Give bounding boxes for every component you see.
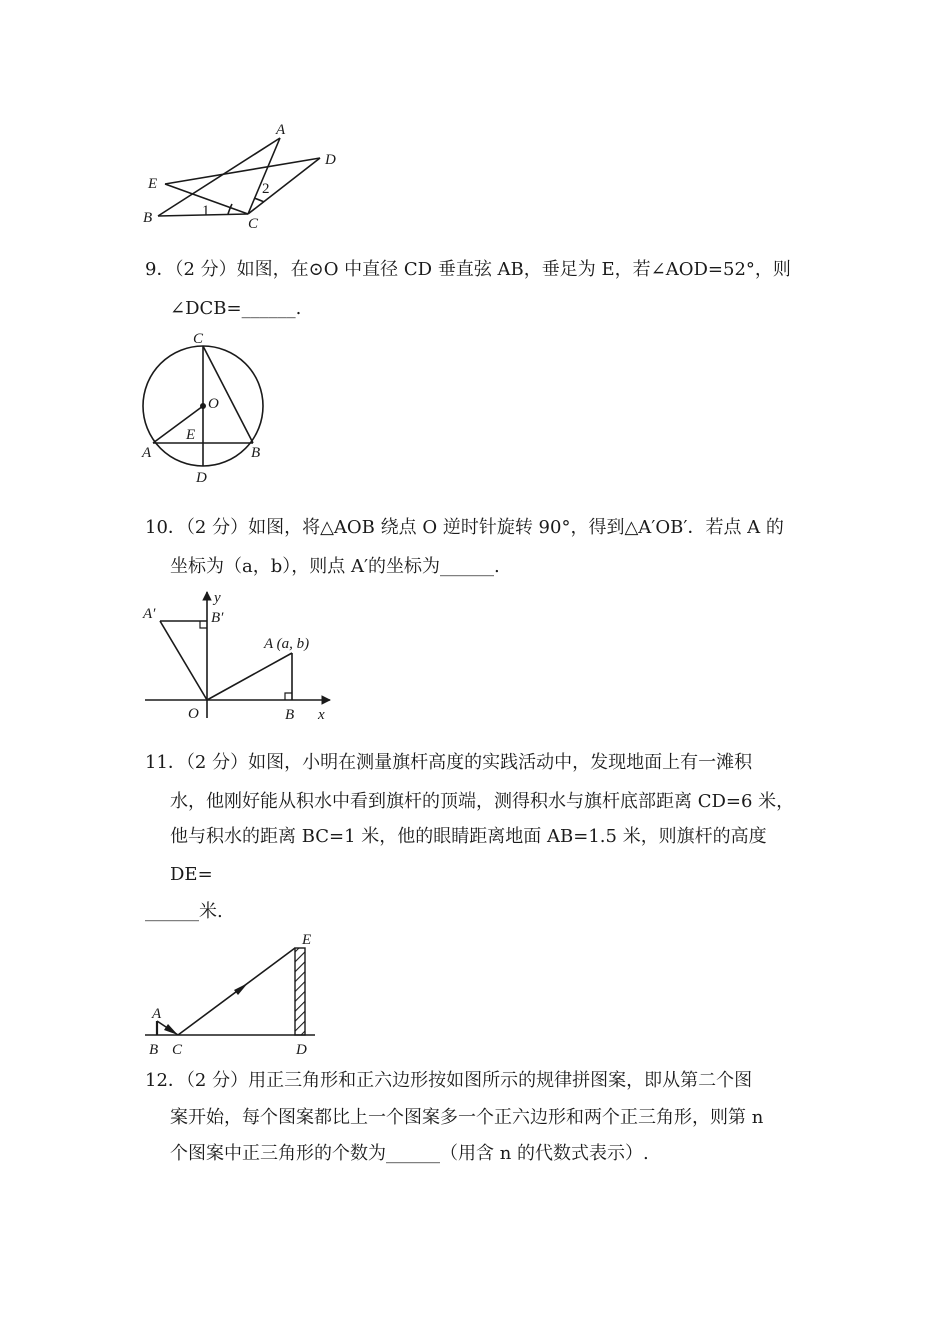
segment-oa1: [160, 621, 207, 700]
q12-line1: 12．（2 分）用正三角形和正六边形按如图所示的规律拼图案，即从第二个图: [145, 1070, 753, 1091]
label-e: E: [302, 932, 312, 948]
label-o: O: [188, 706, 199, 722]
label-x: x: [318, 707, 325, 723]
segment-cb: [203, 346, 253, 443]
label-b1: B′: [211, 610, 224, 626]
segment-oa: [207, 653, 292, 700]
q11-line5: ______米.: [145, 901, 223, 922]
arrowhead-ac: [164, 1024, 178, 1035]
label-b: B: [143, 210, 153, 226]
right-angle-b: [285, 693, 292, 700]
label-a: A: [152, 1006, 162, 1022]
label-e: E: [148, 176, 158, 192]
label-b: B: [285, 707, 295, 723]
q12-line3: 个图案中正三角形的个数为______（用含 n 的代数式表示）.: [170, 1143, 649, 1164]
label-c: C: [172, 1042, 183, 1058]
label-d: D: [325, 152, 336, 168]
label-b: B: [149, 1042, 159, 1058]
q9-line2: ∠DCB=______.: [170, 298, 302, 319]
label-angle-1: 1: [202, 203, 210, 219]
figure-q11-flagpole: [140, 928, 340, 1063]
segment-ac: [248, 138, 280, 214]
label-a: A: [142, 445, 152, 461]
label-d: D: [196, 470, 207, 486]
angle-1-arc: [228, 204, 232, 214]
angle-2-arc: [254, 198, 264, 202]
figure-q9-circle: [138, 328, 278, 486]
center-dot: [201, 404, 205, 408]
label-o: O: [208, 396, 219, 412]
q11-line1: 11．（2 分）如图，小明在测量旗杆高度的实践活动中，发现地面上有一滩积: [145, 752, 753, 773]
q12-line2: 案开始，每个图案都比上一个图案多一个正六边形和两个正三角形，则第 n: [170, 1107, 764, 1128]
label-d: D: [296, 1042, 307, 1058]
right-angle-b1: [200, 621, 207, 628]
label-a: A: [276, 122, 286, 138]
label-a: A (a, b): [264, 636, 310, 652]
label-c: C: [248, 216, 259, 232]
q10-line1: 10．（2 分）如图，将△AOB 绕点 O 逆时针旋转 90°，得到△A′OB′．若点 A 的: [145, 517, 784, 538]
figure-q10-rotation: [140, 588, 340, 728]
q11-line3: 他与积水的距离 BC=1 米，他的眼睛距离地面 AB=1.5 米，则旗杆的高度: [170, 826, 767, 847]
arrowhead-ce: [234, 983, 248, 995]
q9-line1: 9．（2 分）如图，在⊙O 中直径 CD 垂直弦 AB，垂足为 E，若∠AOD=52°，则: [145, 259, 791, 280]
label-e: E: [186, 427, 196, 443]
segment-cd: [248, 158, 320, 214]
q11-line2: 水，他刚好能从积水中看到旗杆的顶端，测得积水与旗杆底部距离 CD=6 米，: [170, 791, 795, 812]
label-y: y: [214, 590, 221, 606]
segment-ao: [153, 406, 203, 443]
figure-q8-angles: [140, 118, 360, 233]
q10-line2: 坐标为（a，b），则点 A′的坐标为______.: [170, 556, 500, 577]
label-b: B: [251, 445, 261, 461]
flagpole-de: [295, 948, 305, 1035]
label-angle-2: 2: [262, 181, 270, 197]
label-c: C: [193, 331, 204, 347]
label-a1: A′: [143, 606, 156, 622]
q11-line4: DE=: [170, 864, 213, 885]
